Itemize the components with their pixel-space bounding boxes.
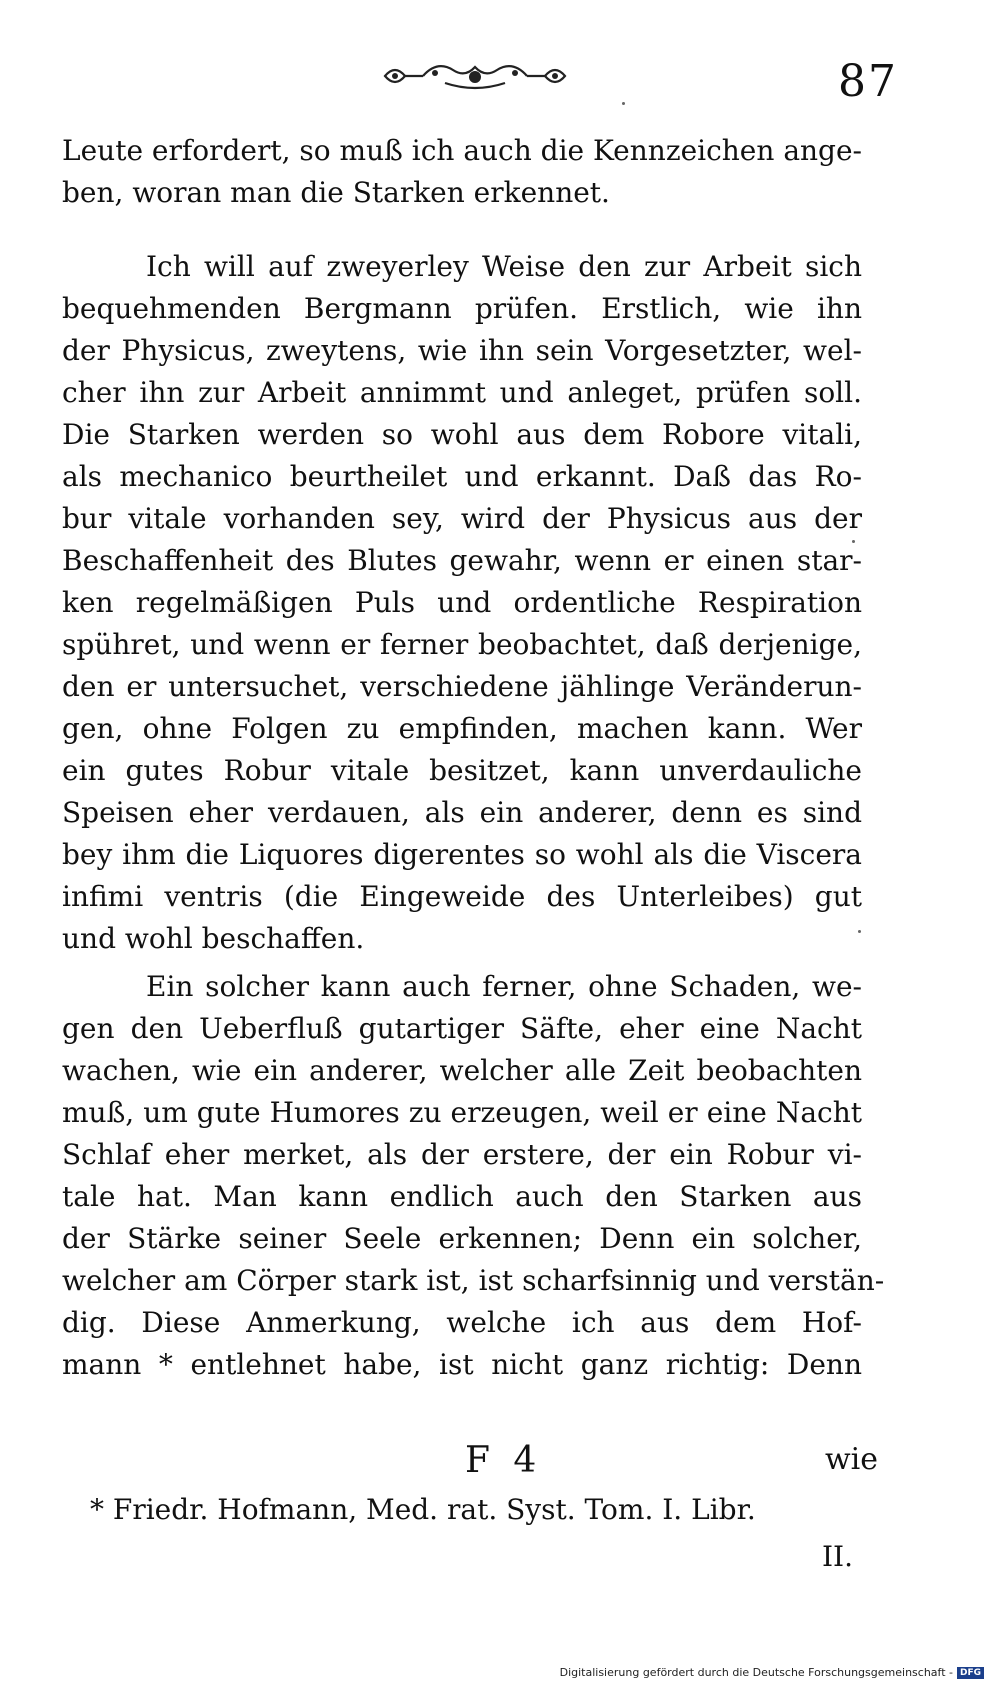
paragraph-1 [62, 130, 862, 214]
text-line: bur vitale vorhanden sey, wird der Physicus aus der [62, 502, 862, 535]
signature-mark: F 4 [465, 1440, 543, 1481]
footnote: * Friedr. Hofmann, Med. rat. Syst. Tom. I. Libr. [90, 1493, 756, 1526]
text-line: mann * entlehnet habe, ist nicht ganz richtig: Denn [62, 1348, 862, 1381]
text-line: Beschaffenheit des Blutes gewahr, wenn er einen star- [62, 544, 862, 577]
text-line: cher ihn zur Arbeit annimmt und anleget, prüfen soll. [62, 376, 862, 409]
text-line: infimi ventris (die Eingeweide des Unterleibes) gut [62, 880, 862, 913]
text-line: der Physicus, zweytens, wie ihn sein Vorgesetzter, wel- [62, 334, 862, 367]
paragraph-2 [62, 246, 862, 960]
text-line: Ich will auf zweyerley Weise den zur Arbeit sich [146, 250, 862, 283]
text-line: Die Starken werden so wohl aus dem Robore vitali, [62, 418, 862, 451]
text-line: ken regelmäßigen Puls und ordentliche Respiration [62, 586, 862, 619]
text-line: spühret, und wenn er ferner beobachtet, daß derjenige, [62, 628, 862, 661]
text-line: tale hat. Man kann endlich auch den Starken aus [62, 1180, 862, 1213]
dfg-logo-icon: DFG [957, 1667, 984, 1679]
text-line: und wohl beschaffen. [62, 922, 365, 955]
text-line: gen, ohne Folgen zu empfinden, machen kann. Wer [62, 712, 862, 745]
footnote-continuation: II. [822, 1540, 854, 1573]
credit-text: Digitalisierung gefördert durch die Deutsche Forschungsgemeinschaft - [559, 1666, 953, 1679]
paper-speck [852, 540, 855, 543]
text-line: ein gutes Robur vitale besitzet, kann unverdauliche [62, 754, 862, 787]
text-line: als mechanico beurtheilet und erkannt. Daß das Ro- [62, 460, 862, 493]
text-line: Ein solcher kann auch ferner, ohne Schaden, we- [146, 970, 862, 1003]
text-line: Schlaf eher merket, als der erstere, der ein Robur vi- [62, 1138, 862, 1171]
paper-speck [858, 930, 861, 933]
text-line: gen den Ueberfluß gutartiger Säfte, eher eine Nacht [62, 1012, 862, 1045]
text-line: der Stärke seiner Seele erkennen; Denn ein solcher, [62, 1222, 862, 1255]
text-line: Speisen eher verdauen, als ein anderer, denn es sind [62, 796, 862, 829]
digitization-credit [560, 1666, 984, 1679]
text-line: den er untersuchet, verschiedene jählinge Veränderun- [62, 670, 862, 703]
text-line: Leute erfordert, so muß ich auch die Kennzeichen ange- [62, 134, 862, 167]
ornament-vignette-icon [375, 55, 575, 97]
text-line: wachen, wie ein anderer, welcher alle Zeit beobachten [62, 1054, 862, 1087]
text-line: muß, um gute Humores zu erzeugen, weil er eine Nacht [62, 1096, 862, 1129]
page-number: 87 [838, 56, 898, 107]
text-line: bequehmenden Bergmann prüfen. Erstlich, wie ihn [62, 292, 862, 325]
text-line: bey ihm die Liquores digerentes so wohl als die Viscera [62, 838, 862, 871]
text-line: dig. Diese Anmerkung, welche ich aus dem Hof- [62, 1306, 862, 1339]
catchword: wie [825, 1442, 879, 1477]
text-line: ben, woran man die Starken erkennet. [62, 176, 610, 209]
text-line: welcher am Cörper stark ist, ist scharfsinnig und verstän- [62, 1264, 885, 1297]
paper-speck [622, 102, 625, 105]
paragraph-3 [62, 966, 885, 1386]
